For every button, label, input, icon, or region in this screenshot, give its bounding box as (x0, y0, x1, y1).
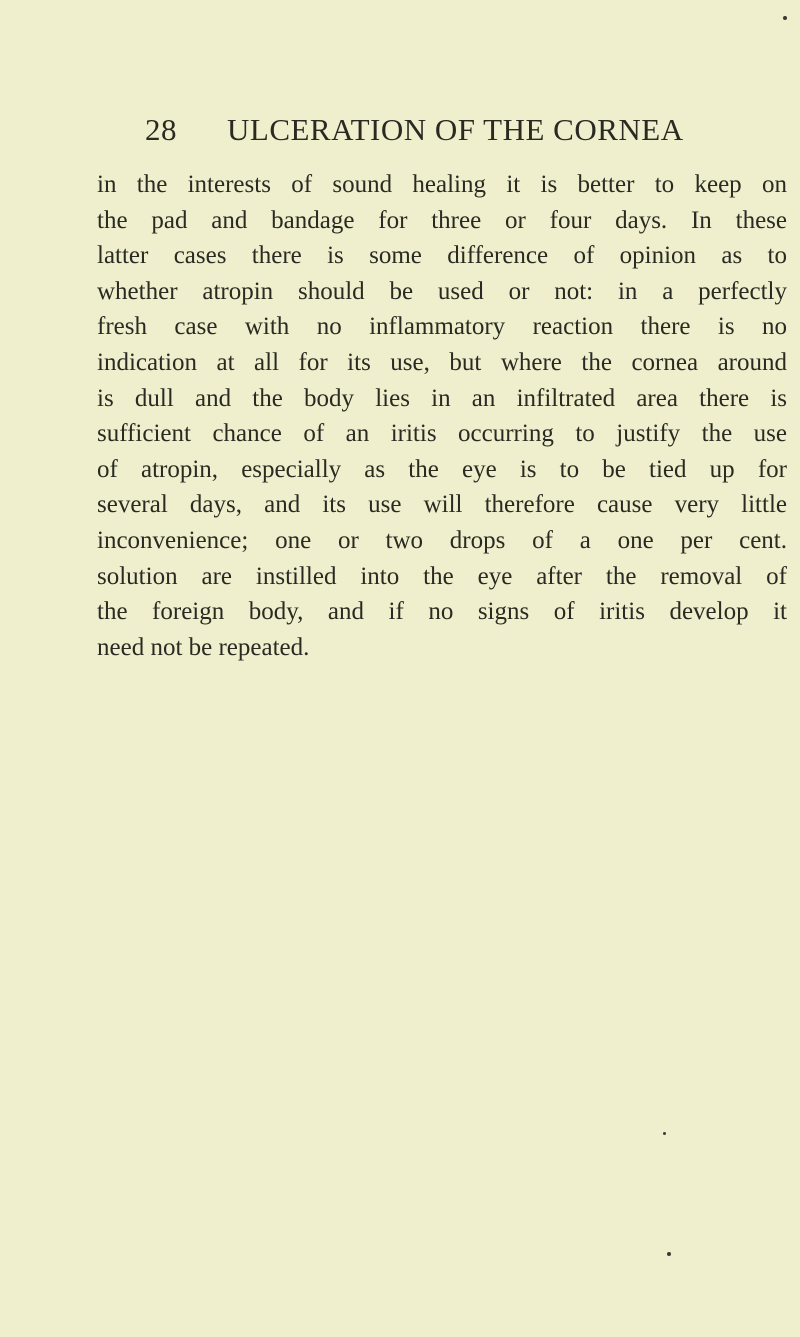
text-line: sufficient chance of an iritis occurring to justify the use (97, 420, 787, 448)
text-line: is dull and the body lies in an infiltrated area there is (97, 384, 787, 412)
text-line: fresh case with no inflammatory reaction there is no (97, 313, 787, 341)
text-line: latter cases there is some difference of opinion as to (97, 242, 787, 270)
paper-speck (783, 16, 787, 20)
text-line: whether atropin should be used or not: in a perfectly (97, 277, 787, 305)
running-header (145, 112, 684, 152)
text-line: of atropin, especially as the eye is to be tied up for (97, 455, 787, 483)
text-line: indication at all for its use, but where the cornea around (97, 348, 787, 376)
text-line: solution are instilled into the eye after the removal of (97, 562, 787, 590)
paper-speck (663, 1132, 666, 1135)
page-number: 28 (145, 112, 177, 147)
text-line: the foreign body, and if no signs of iritis develop it (97, 598, 787, 626)
body-paragraph (97, 167, 787, 665)
running-title: ULCERATION OF THE CORNEA (227, 112, 684, 147)
text-line: need not be repeated. (97, 633, 310, 661)
paper-speck (667, 1252, 671, 1256)
text-line: the pad and bandage for three or four days. In these (97, 206, 787, 234)
text-line: inconvenience; one or two drops of a one per cent. (97, 526, 787, 554)
text-line: in the interests of sound healing it is better to keep on (97, 171, 787, 198)
text-line: several days, and its use will therefore cause very little (97, 491, 787, 519)
